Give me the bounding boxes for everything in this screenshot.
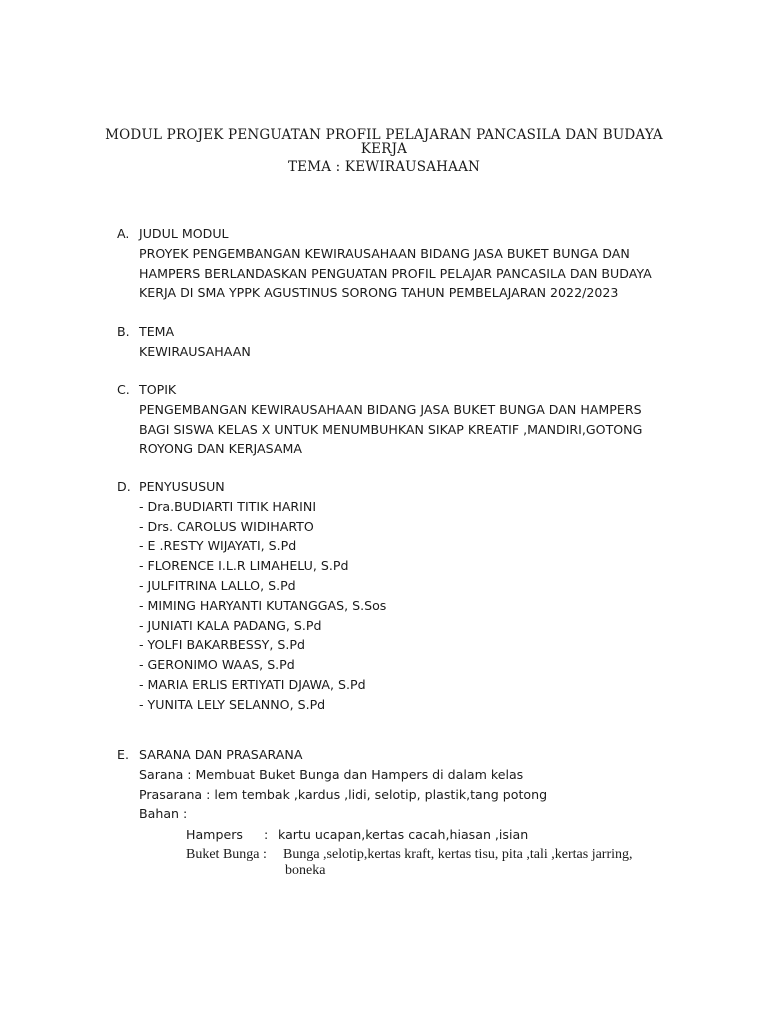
section-e-heading: E. SARANA DAN PRASARANA bbox=[117, 747, 303, 762]
author-item: - JULFITRINA LALLO, S.Pd bbox=[139, 577, 296, 593]
hampers-row bbox=[186, 826, 528, 843]
author-item: - MIMING HARYANTI KUTANGGAS, S.Sos bbox=[139, 597, 387, 613]
author-item: - YUNITA LELY SELANNO, S.Pd bbox=[139, 696, 326, 712]
section-a-line: KERJA DI SMA YPPK AGUSTINUS SORONG TAHUN PEMBELAJARAN 2022/2023 bbox=[139, 285, 619, 301]
author-item: - GERONIMO WAAS, S.Pd bbox=[139, 657, 295, 673]
hampers-separator: : bbox=[264, 827, 269, 842]
author-item: - Dra.BUDIARTI TITIK HARINI bbox=[139, 498, 317, 514]
hampers-value: kartu ucapan,kertas cacah,hiasan ,isian bbox=[278, 827, 529, 842]
author-item: - YOLFI BAKARBESSY, S.Pd bbox=[139, 637, 305, 653]
section-c-line: PENGEMBANGAN KEWIRAUSAHAAN BIDANG JASA BUKET BUNGA DAN HAMPERS bbox=[139, 401, 642, 417]
author-item: - FLORENCE I.L.R LIMAHELU, S.Pd bbox=[139, 558, 349, 574]
author-item: - JUNIATI KALA PADANG, S.Pd bbox=[139, 617, 322, 633]
title-line-2: KERJA bbox=[360, 141, 408, 157]
author-item: - MARIA ERLIS ERTIYATI DJAWA, S.Pd bbox=[139, 676, 366, 692]
section-c-heading: C. TOPIK bbox=[117, 382, 177, 397]
bahan-label: Bahan : bbox=[139, 806, 188, 822]
buket-row-cont bbox=[285, 862, 325, 879]
section-e bbox=[117, 745, 677, 824]
section-a-heading: A. JUDUL MODUL bbox=[117, 226, 229, 241]
section-b bbox=[117, 322, 677, 362]
section-c-line: ROYONG DAN KERJASAMA bbox=[139, 441, 302, 457]
author-item: - Drs. CAROLUS WIDIHARTO bbox=[139, 518, 314, 534]
hampers-label: Hampers bbox=[186, 827, 243, 842]
section-c bbox=[117, 380, 677, 459]
section-a-line: HAMPERS BERLANDASKAN PENGUATAN PROFIL PELAJAR PANCASILA DAN BUDAYA bbox=[139, 265, 652, 281]
buket-value-line-2: boneka bbox=[285, 863, 326, 878]
section-b-heading: B. TEMA bbox=[117, 324, 175, 339]
author-item: - E .RESTY WIJAYATI, S.Pd bbox=[139, 538, 297, 554]
section-d bbox=[117, 477, 677, 715]
sarana-line: Sarana : Membuat Buket Bunga dan Hampers di dalam kelas bbox=[139, 766, 524, 782]
section-d-heading: D. PENYUSUSUN bbox=[117, 479, 225, 494]
document-title bbox=[90, 128, 678, 174]
title-line-1: MODUL PROJEK PENGUATAN PROFIL PELAJARAN PANCASILA DAN BUDAYA bbox=[105, 127, 663, 143]
section-c-line: BAGI SISWA KELAS X UNTUK MENUMBUHKAN SIKAP KREATIF ,MANDIRI,GOTONG bbox=[139, 421, 643, 437]
section-a-line: PROYEK PENGEMBANGAN KEWIRAUSAHAAN BIDANG JASA BUKET BUNGA DAN bbox=[139, 245, 630, 261]
section-a bbox=[117, 224, 677, 303]
buket-value-line-1: Bunga ,selotip,kertas kraft, kertas tisu, pita ,tali ,kertas jarring, bbox=[283, 847, 633, 862]
title-line-3: TEMA : KEWIRAUSAHAAN bbox=[287, 159, 481, 175]
buket-label: Buket Bunga : bbox=[186, 847, 267, 862]
buket-row bbox=[186, 846, 633, 863]
prasarana-line: Prasarana : lem tembak ,kardus ,lidi, selotip, plastik,tang potong bbox=[139, 786, 548, 802]
section-b-line: KEWIRAUSAHAAN bbox=[139, 343, 251, 359]
